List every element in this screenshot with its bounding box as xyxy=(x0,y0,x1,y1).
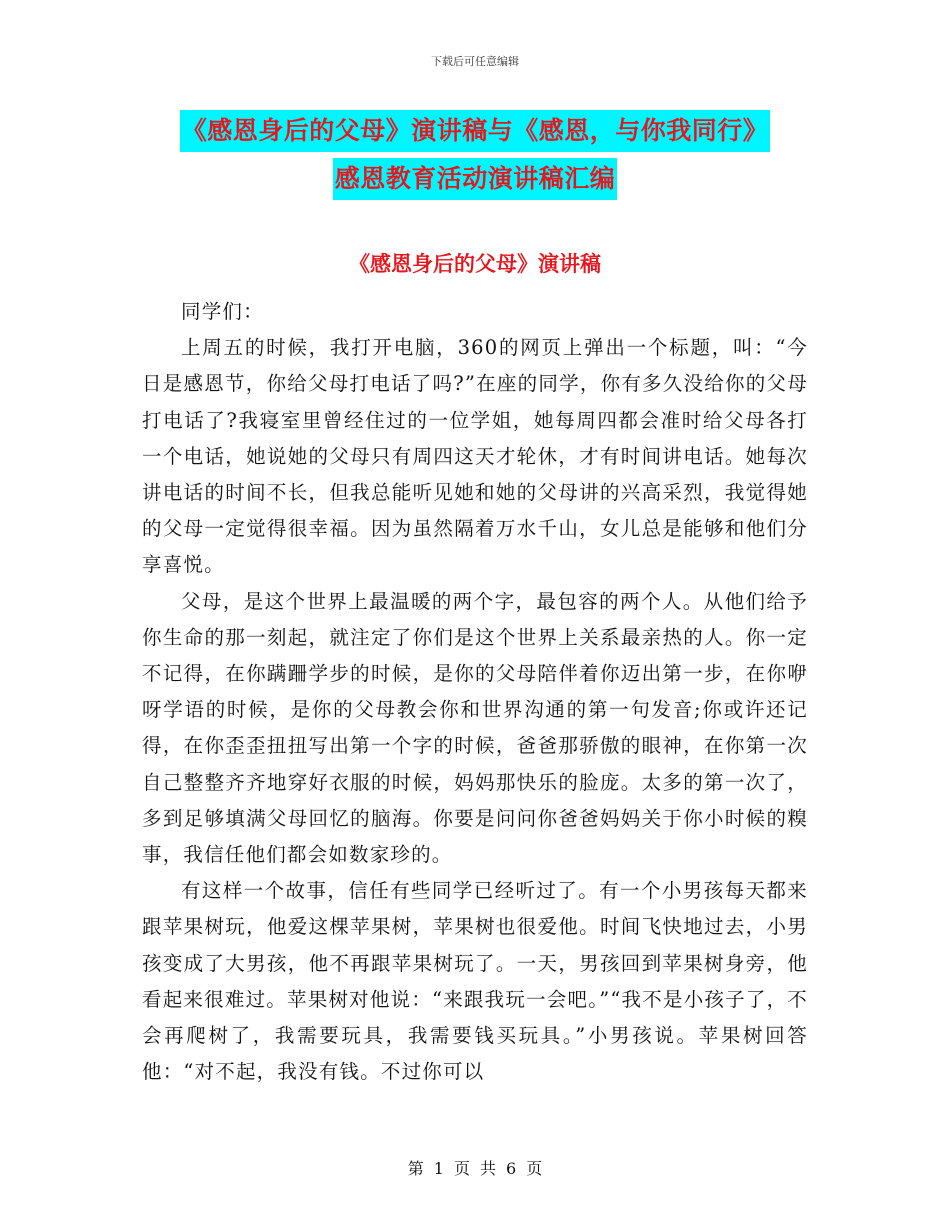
title-line-1: 《感恩身后的父母》演讲稿与《感恩，与你我同行》 xyxy=(180,110,771,152)
footer-page-mid: 页 xyxy=(453,1159,470,1178)
footer-total-pages: 6 xyxy=(506,1159,517,1178)
section-title: 《感恩身后的父母》演讲稿 xyxy=(349,252,601,276)
footer-total-suffix: 页 xyxy=(526,1159,543,1178)
salutation-paragraph: 同学们： xyxy=(181,300,264,323)
document-title xyxy=(0,110,950,200)
document-body xyxy=(142,294,808,1090)
title-line-2: 感恩教育活动演讲稿汇编 xyxy=(333,158,618,200)
footer-total-prefix: 共 xyxy=(480,1159,497,1178)
footer-page-number: 1 xyxy=(433,1159,444,1178)
page-header-note: 下载后可任意编辑 xyxy=(431,55,519,68)
page-footer xyxy=(0,1156,950,1179)
body-paragraph-2: 父母，是这个世界上最温暖的两个字，最包容的两个人。从他们给予你生命的那一刻起，就注定了你们是这个世界上关系最亲热的人。你一定不记得，在你蹒跚学步的时候，是你的父母陪伴着你迈出第一步，在你咿呀学语的时候，是你的父母教会你和世界沟通的第一句发音;你或许还记得，在你歪歪扭扭写出第一个字的时候，爸爸那骄傲的眼神，在你第一次自己整整齐齐地穿好衣服的时候，妈妈那快乐的脸庞。太多的第一次了，多到足够填满父母回忆的脑海。你要是问问你爸爸妈妈关于你小时候的糗事，我信任他们都会如数家珍的。 xyxy=(142,589,808,867)
body-paragraph-3: 有这样一个故事，信任有些同学已经听过了。有一个小男孩每天都来跟苹果树玩，他爱这棵苹果树，苹果树也很爱他。时间飞快地过去，小男孩变成了大男孩，他不再跟苹果树玩了。一天，男孩回到苹果树身旁，他看起来很难过。苹果树对他说：“来跟我玩一会吧。”“我不是小孩子了，不会再爬树了，我需要玩具，我需要钱买玩具。”小男孩说。苹果树回答他：“对不起，我没有钱。不过你可以 xyxy=(142,879,808,1084)
footer-page-prefix: 第 xyxy=(407,1159,424,1178)
body-paragraph-1: 上周五的时候，我打开电脑，360的网页上弹出一个标题，叫：“今日是感恩节，你给父母打电话了吗?”在座的同学，你有多久没给你的父母打电话了?我寝室里曾经住过的一位学姐，她每周四都会准时给父母各打一个电话，她说她的父母只有周四这天才轮休，才有时间讲电话。她每次讲电话的时间不长，但我总能听见她和她的父母讲的兴高采烈，我觉得她的父母一定觉得很幸福。因为虽然隔着万水千山，女儿总是能够和他们分享喜悦。 xyxy=(142,336,808,577)
